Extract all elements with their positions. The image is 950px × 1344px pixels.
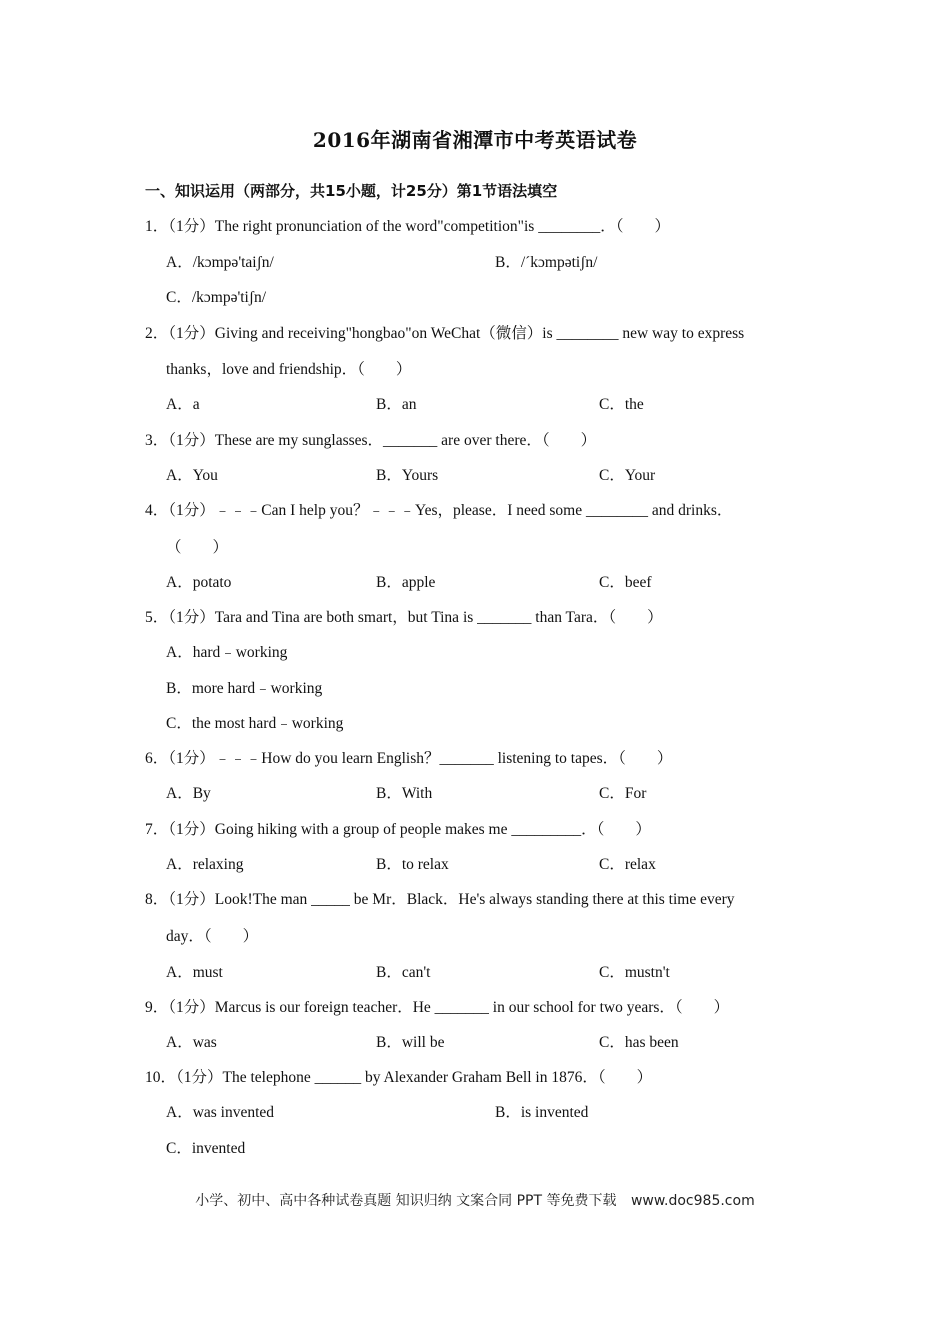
question-2-option-c[interactable]: C．the xyxy=(599,396,644,413)
question-5-stem: 5．（1分）Tara and Tina are both smart，but Tina is _______ than Tara．（ ） xyxy=(145,609,663,626)
question-8-option-c[interactable]: C．mustn't xyxy=(599,964,670,981)
question-6-option-c[interactable]: C．For xyxy=(599,785,647,802)
question-2-option-a[interactable]: A．a xyxy=(166,396,200,413)
question-4-option-c[interactable]: C．beef xyxy=(599,574,652,591)
footer-link[interactable]: www.doc985.com xyxy=(630,1193,755,1209)
question-3-stem: 3．（1分）These are my sunglasses．_______ are over there．（ ） xyxy=(145,432,597,449)
question-8-option-a[interactable]: A．must xyxy=(166,964,223,981)
question-9-option-a[interactable]: A．was xyxy=(166,1034,217,1051)
question-5-option-a[interactable]: A．hard﹣working xyxy=(166,644,288,661)
question-8-stem: 8．（1分）Look!The man _____ be Mr．Black．He's always standing there at this time every xyxy=(145,891,735,908)
question-3-option-b[interactable]: B．Yours xyxy=(376,467,439,484)
question-2-stem-cont: thanks，love and friendship．（ ） xyxy=(166,361,412,378)
question-4-option-b[interactable]: B．apple xyxy=(376,574,436,591)
question-7-option-a[interactable]: A．relaxing xyxy=(166,856,244,873)
question-1-option-b[interactable]: B．/ˊkɔmpətiʃn/ xyxy=(495,254,598,271)
question-4-stem-cont: （ ） xyxy=(166,539,229,556)
page-footer xyxy=(0,1190,950,1210)
question-4-option-a[interactable]: A．potato xyxy=(166,574,232,591)
question-7-option-c[interactable]: C．relax xyxy=(599,856,656,873)
question-6-option-b[interactable]: B．With xyxy=(376,785,433,802)
question-5-option-c[interactable]: C．the most hard﹣working xyxy=(166,715,344,732)
question-2-option-b[interactable]: B．an xyxy=(376,396,417,413)
question-6-stem: 6．（1分）﹣﹣﹣How do you learn English？_______ listening to tapes．（ ） xyxy=(145,750,673,767)
section-heading: 一、知识运用（两部分，共15小题，计25分）第1节语法填空 xyxy=(145,182,558,200)
question-2-stem: 2．（1分）Giving and receiving"hongbao"on WeChat（微信）is ________ new way to express xyxy=(145,325,745,342)
question-1-option-c[interactable]: C．/kɔmpə'tiʃn/ xyxy=(166,289,267,306)
question-9-option-b[interactable]: B．will be xyxy=(376,1034,445,1051)
question-8-stem-cont: day．（ ） xyxy=(166,928,259,945)
question-7-option-b[interactable]: B．to relax xyxy=(376,856,449,873)
question-4-stem: 4．（1分）﹣﹣﹣Can I help you？﹣﹣﹣Yes，please．I need some ________ and drinks． xyxy=(145,502,733,519)
footer-text: 小学、初中、高中各种试卷真题 知识归纳 文案合同 PPT 等免费下载 xyxy=(195,1193,617,1209)
question-1-option-a[interactable]: A．/kɔmpə'taiʃn/ xyxy=(166,254,274,271)
question-10-option-c[interactable]: C．invented xyxy=(166,1140,246,1157)
page-title: 2016年湖南省湘潭市中考英语试卷 xyxy=(312,128,638,152)
question-3-option-c[interactable]: C．Your xyxy=(599,467,656,484)
question-5-option-b[interactable]: B．more hard﹣working xyxy=(166,680,323,697)
question-10-option-b[interactable]: B．is invented xyxy=(495,1104,589,1121)
question-9-option-c[interactable]: C．has been xyxy=(599,1034,679,1051)
question-3-option-a[interactable]: A．You xyxy=(166,467,218,484)
question-8-option-b[interactable]: B．can't xyxy=(376,964,431,981)
question-9-stem: 9．（1分）Marcus is our foreign teacher．He _______ in our school for two years．（ ） xyxy=(145,999,730,1016)
question-6-option-a[interactable]: A．By xyxy=(166,785,211,802)
question-1-stem: 1．（1分）The right pronunciation of the word"competition"is ________．（ ） xyxy=(145,218,670,235)
question-10-stem: 10．（1分）The telephone ______ by Alexander Graham Bell in 1876．（ ） xyxy=(145,1069,653,1086)
question-10-option-a[interactable]: A．was invented xyxy=(166,1104,275,1121)
question-7-stem: 7．（1分）Going hiking with a group of people makes me _________．（ ） xyxy=(145,821,651,838)
